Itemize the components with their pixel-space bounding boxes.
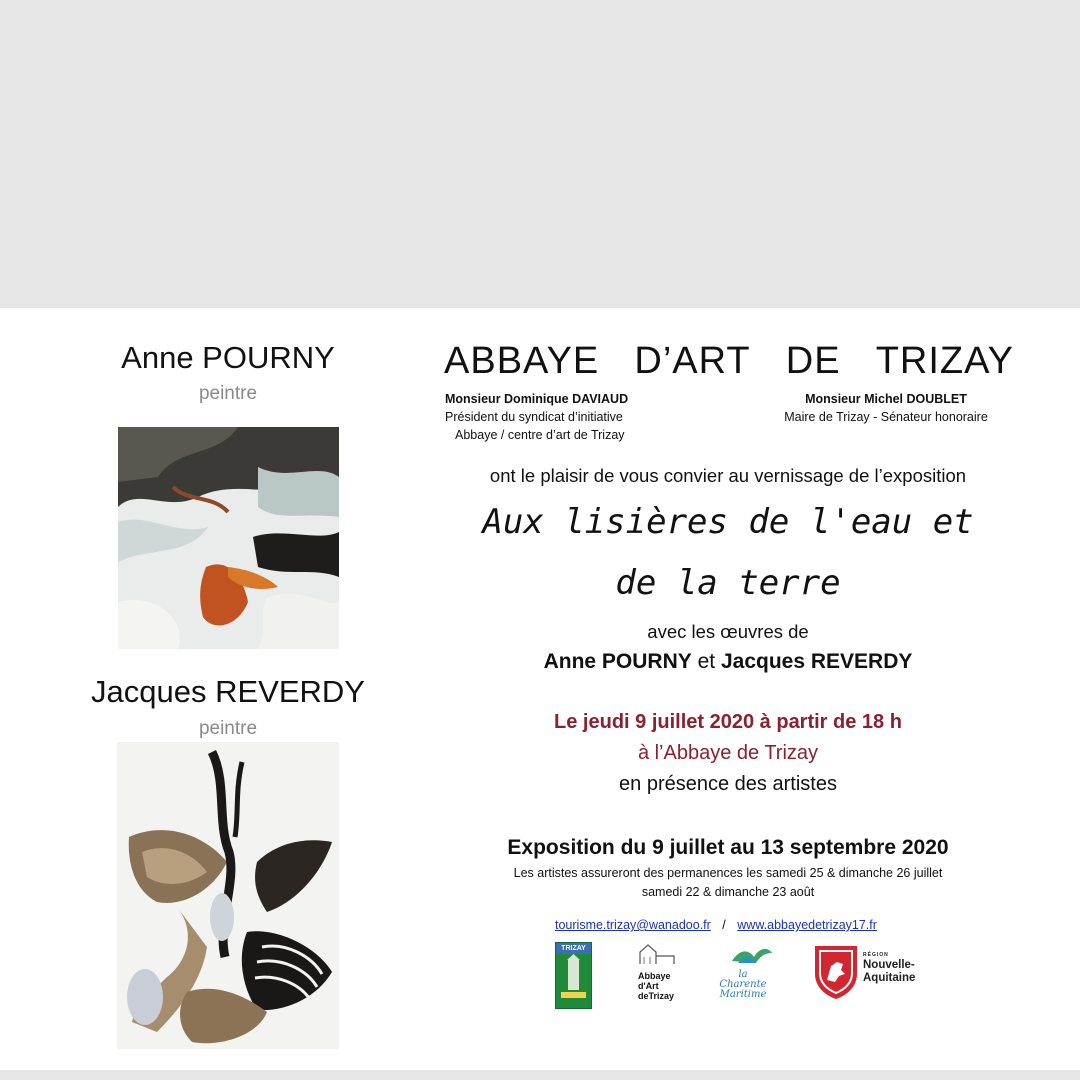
painting-jacques-reverdy xyxy=(117,742,339,1049)
artist2-role: peintre xyxy=(198,718,258,739)
website-link[interactable]: www.abbayedetrizay17.fr xyxy=(737,918,877,932)
host1-name: Monsieur Dominique DAVIAUD xyxy=(445,392,629,406)
seabird-icon xyxy=(712,945,774,965)
artists-line xyxy=(428,650,1028,674)
title-word-3: DE xyxy=(785,340,841,382)
charente-logo-line2: Charente xyxy=(719,979,767,990)
exhibition-dates: Exposition du 9 juillet au 13 septembre 2020 xyxy=(507,836,949,859)
bottom-gray-band xyxy=(0,1070,1080,1080)
region-logo-line2: Aquitaine xyxy=(863,972,916,984)
abbaye-logo-line3: deTrizay xyxy=(638,991,675,1001)
abbaye-logo-text xyxy=(638,971,685,1001)
artists-presence: en présence des artistes xyxy=(619,773,837,795)
permanences-line1: Les artistes assureront des permanences les samedi 25 & dimanche 26 juillet xyxy=(513,866,943,880)
contact-line xyxy=(555,918,877,932)
host2-line1: Maire de Trizay - Sénateur honoraire xyxy=(784,410,988,424)
permanences-line2: samedi 22 & dimanche 23 août xyxy=(641,885,815,899)
charente-maritime-logo xyxy=(712,945,774,1000)
artist2-name: Jacques REVERDY xyxy=(91,674,365,709)
tower-icon xyxy=(556,954,591,1004)
painting-anne-pourny xyxy=(118,427,339,649)
region-shield-icon xyxy=(813,944,859,1000)
abstract-painting-2 xyxy=(117,742,339,1049)
abstract-painting-1 xyxy=(118,427,339,649)
abbaye-logo-line1: Abbaye xyxy=(638,971,671,981)
venue-title xyxy=(444,340,1014,383)
exhibition-title-line2: de la terre xyxy=(615,563,841,603)
charente-logo-line1: la xyxy=(738,969,748,980)
title-word-4: TRIZAY xyxy=(875,340,1014,382)
abbey-sketch-icon xyxy=(630,942,685,966)
abbaye-logo-line2: d'Art xyxy=(638,981,659,991)
trizay-logo-label: TRIZAY xyxy=(556,943,591,954)
artist1-name: Anne POURNY xyxy=(121,340,335,375)
charente-logo-line3: Maritime xyxy=(719,989,767,1000)
title-word-2: D’ART xyxy=(634,340,751,382)
host1-line2: Abbaye / centre d’art de Trizay xyxy=(455,428,625,442)
title-word-1: ABBAYE xyxy=(444,340,600,382)
region-logo-line1: Nouvelle- xyxy=(863,959,915,971)
works-intro: avec les œuvres de xyxy=(647,621,809,642)
exhibition-title-line1: Aux lisières de l'eau et xyxy=(482,502,974,542)
invitation-intro: ont le plaisir de vous convier au vernissage de l’exposition xyxy=(489,465,967,486)
artist-a-bold: Anne POURNY xyxy=(543,650,692,673)
email-link[interactable]: tourisme.trizay@wanadoo.fr xyxy=(555,918,711,932)
artist1-role: peintre xyxy=(198,383,258,404)
host2-name: Monsieur Michel DOUBLET xyxy=(805,392,967,406)
abbaye-logo xyxy=(630,942,685,1002)
charente-logo-text xyxy=(712,970,774,1000)
region-logo-text xyxy=(863,952,915,985)
host1-line1: Président du syndicat d’initiative xyxy=(445,410,623,424)
region-logo-small: RÉGION xyxy=(863,952,889,958)
top-gray-band xyxy=(0,0,1080,308)
contact-separator: / xyxy=(722,918,726,932)
trizay-logo xyxy=(555,942,592,1009)
vernissage-date: Le jeudi 9 juillet 2020 à partir de 18 h xyxy=(554,711,902,733)
conjunction: et xyxy=(697,650,716,673)
vernissage-place: à l’Abbaye de Trizay xyxy=(637,742,819,764)
nouvelle-aquitaine-logo xyxy=(813,944,943,1000)
artist-b-bold: Jacques REVERDY xyxy=(720,650,913,673)
